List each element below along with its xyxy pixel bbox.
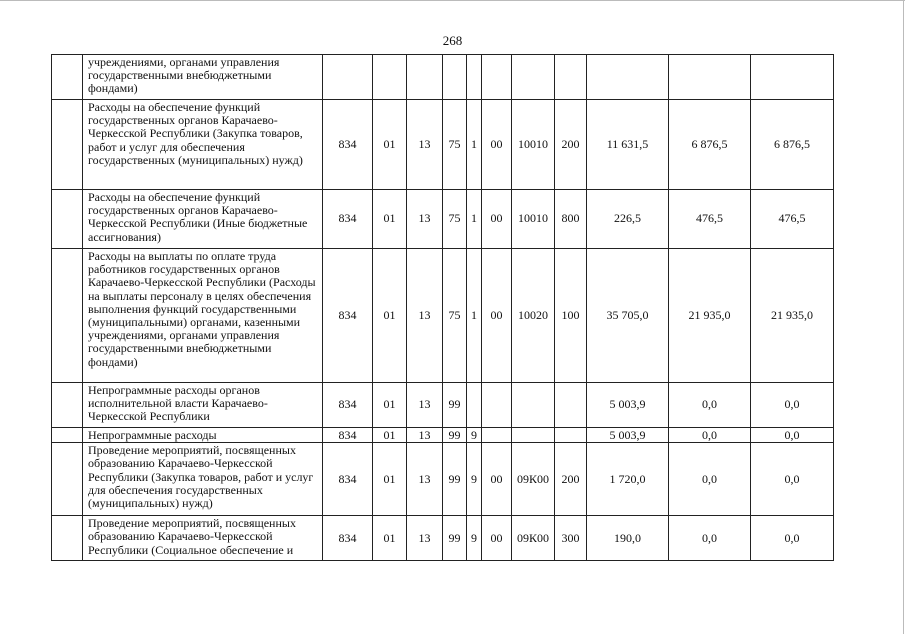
program-code-cell (443, 55, 467, 100)
program-code-cell: 99 (443, 428, 467, 443)
program-code-cell: 99 (443, 383, 467, 428)
grbs-code-cell: 834 (323, 443, 373, 516)
amount-year-1-cell: 226,5 (587, 190, 669, 249)
amount-year-3-cell: 0,0 (751, 516, 834, 561)
amount-year-1-cell: 1 720,0 (587, 443, 669, 516)
table-row (52, 383, 834, 428)
amount-year-3-cell: 0,0 (751, 383, 834, 428)
table-row (52, 516, 834, 561)
grbs-code-cell: 834 (323, 190, 373, 249)
table-row (52, 190, 834, 249)
subprogram-code-cell: 1 (467, 249, 482, 383)
row-number-cell (52, 190, 83, 249)
subprogram-code-cell (467, 383, 482, 428)
amount-year-2-cell: 0,0 (669, 428, 751, 443)
expense-name-cell: Непрограммные расходы органов исполнительной власти Карачаево-Черкесской Республики (83, 383, 323, 428)
program-code-cell: 99 (443, 443, 467, 516)
section-code-cell: 01 (373, 383, 407, 428)
amount-year-1-cell: 5 003,9 (587, 383, 669, 428)
grbs-code-cell (323, 55, 373, 100)
amount-year-1-cell: 190,0 (587, 516, 669, 561)
section-code-cell: 01 (373, 100, 407, 190)
amount-year-2-cell (669, 55, 751, 100)
expense-type-code-cell (555, 55, 587, 100)
expense-name-cell: Расходы на обеспечение функций государственных органов Карачаево-Черкесской Республики (Закупка товаров, работ и услуг для обеспечения государственных (муниципальных) нужд) (83, 100, 323, 190)
grbs-code-cell: 834 (323, 383, 373, 428)
row-number-cell (52, 383, 83, 428)
page-number: 268 (442, 33, 463, 48)
main-event-code-cell: 00 (482, 190, 512, 249)
row-number-cell (52, 443, 83, 516)
direction-code-cell: 10010 (512, 190, 555, 249)
subsection-code-cell (407, 55, 443, 100)
section-code-cell: 01 (373, 516, 407, 561)
table-row (52, 249, 834, 383)
row-number-cell (52, 249, 83, 383)
expense-name-cell: Расходы на обеспечение функций государственных органов Карачаево-Черкесской Республики (Иные бюджетные ассигнования) (83, 190, 323, 249)
expense-name-cell: Непрограммные расходы (83, 428, 323, 443)
subprogram-code-cell: 9 (467, 428, 482, 443)
row-number-cell (52, 428, 83, 443)
expense-type-code-cell (555, 428, 587, 443)
expense-type-code-cell: 100 (555, 249, 587, 383)
amount-year-1-cell: 5 003,9 (587, 428, 669, 443)
direction-code-cell: 10010 (512, 100, 555, 190)
subsection-code-cell: 13 (407, 443, 443, 516)
grbs-code-cell: 834 (323, 428, 373, 443)
direction-code-cell (512, 428, 555, 443)
amount-year-3-cell: 0,0 (751, 428, 834, 443)
expense-name-cell: Расходы на выплаты по оплате труда работников государственных органов Карачаево-Черкесской Республики (Расходы на выплаты персоналу в целях обеспечения выполнения функций государственными (муниципальными) органами, казенными учреждениями, органами управления государственными внебюджетными фондами) (83, 249, 323, 383)
expense-name-cell: Проведение мероприятий, посвященных образованию Карачаево-Черкесской Республики (Социальное обеспечение и (83, 516, 323, 561)
row-number-cell (52, 55, 83, 100)
subsection-code-cell: 13 (407, 100, 443, 190)
section-code-cell: 01 (373, 249, 407, 383)
amount-year-3-cell: 476,5 (751, 190, 834, 249)
amount-year-2-cell: 0,0 (669, 443, 751, 516)
main-event-code-cell: 00 (482, 249, 512, 383)
main-event-code-cell (482, 383, 512, 428)
program-code-cell: 75 (443, 249, 467, 383)
program-code-cell: 99 (443, 516, 467, 561)
expense-name-cell: учреждениями, органами управления государственными внебюджетными фондами) (83, 55, 323, 100)
direction-code-cell: 09К00 (512, 516, 555, 561)
amount-year-1-cell: 11 631,5 (587, 100, 669, 190)
direction-code-cell (512, 383, 555, 428)
amount-year-2-cell: 21 935,0 (669, 249, 751, 383)
section-code-cell: 01 (373, 428, 407, 443)
expense-name-cell: Проведение мероприятий, посвященных образованию Карачаево-Черкесской Республики (Закупка товаров, работ и услуг для обеспечения государственных (муниципальных) нужд) (83, 443, 323, 516)
expense-type-code-cell: 200 (555, 443, 587, 516)
subprogram-code-cell: 1 (467, 100, 482, 190)
amount-year-3-cell (751, 55, 834, 100)
amount-year-2-cell: 0,0 (669, 383, 751, 428)
subprogram-code-cell: 1 (467, 190, 482, 249)
subsection-code-cell: 13 (407, 190, 443, 249)
amount-year-2-cell: 476,5 (669, 190, 751, 249)
grbs-code-cell: 834 (323, 100, 373, 190)
row-number-cell (52, 516, 83, 561)
table-row (52, 55, 834, 100)
expense-type-code-cell: 200 (555, 100, 587, 190)
amount-year-2-cell: 0,0 (669, 516, 751, 561)
grbs-code-cell: 834 (323, 249, 373, 383)
amount-year-3-cell: 21 935,0 (751, 249, 834, 383)
scan-edge-right (903, 0, 904, 634)
amount-year-1-cell (587, 55, 669, 100)
expense-type-code-cell: 300 (555, 516, 587, 561)
main-event-code-cell: 00 (482, 516, 512, 561)
direction-code-cell (512, 55, 555, 100)
main-event-code-cell: 00 (482, 443, 512, 516)
subsection-code-cell: 13 (407, 516, 443, 561)
grbs-code-cell: 834 (323, 516, 373, 561)
section-code-cell (373, 55, 407, 100)
subprogram-code-cell: 9 (467, 443, 482, 516)
expense-type-code-cell (555, 383, 587, 428)
section-code-cell: 01 (373, 443, 407, 516)
scan-edge-top (0, 0, 905, 1)
table-row (52, 443, 834, 516)
section-code-cell: 01 (373, 190, 407, 249)
table-body (52, 55, 834, 561)
amount-year-1-cell: 35 705,0 (587, 249, 669, 383)
expense-type-code-cell: 800 (555, 190, 587, 249)
table-row (52, 100, 834, 190)
main-event-code-cell (482, 55, 512, 100)
row-number-cell (52, 100, 83, 190)
subsection-code-cell: 13 (407, 383, 443, 428)
subsection-code-cell: 13 (407, 249, 443, 383)
amount-year-3-cell: 0,0 (751, 443, 834, 516)
subsection-code-cell: 13 (407, 428, 443, 443)
main-event-code-cell: 00 (482, 100, 512, 190)
program-code-cell: 75 (443, 190, 467, 249)
direction-code-cell: 09К00 (512, 443, 555, 516)
amount-year-3-cell: 6 876,5 (751, 100, 834, 190)
budget-table (51, 54, 834, 561)
direction-code-cell: 10020 (512, 249, 555, 383)
table-row (52, 428, 834, 443)
main-event-code-cell (482, 428, 512, 443)
program-code-cell: 75 (443, 100, 467, 190)
subprogram-code-cell (467, 55, 482, 100)
amount-year-2-cell: 6 876,5 (669, 100, 751, 190)
subprogram-code-cell: 9 (467, 516, 482, 561)
